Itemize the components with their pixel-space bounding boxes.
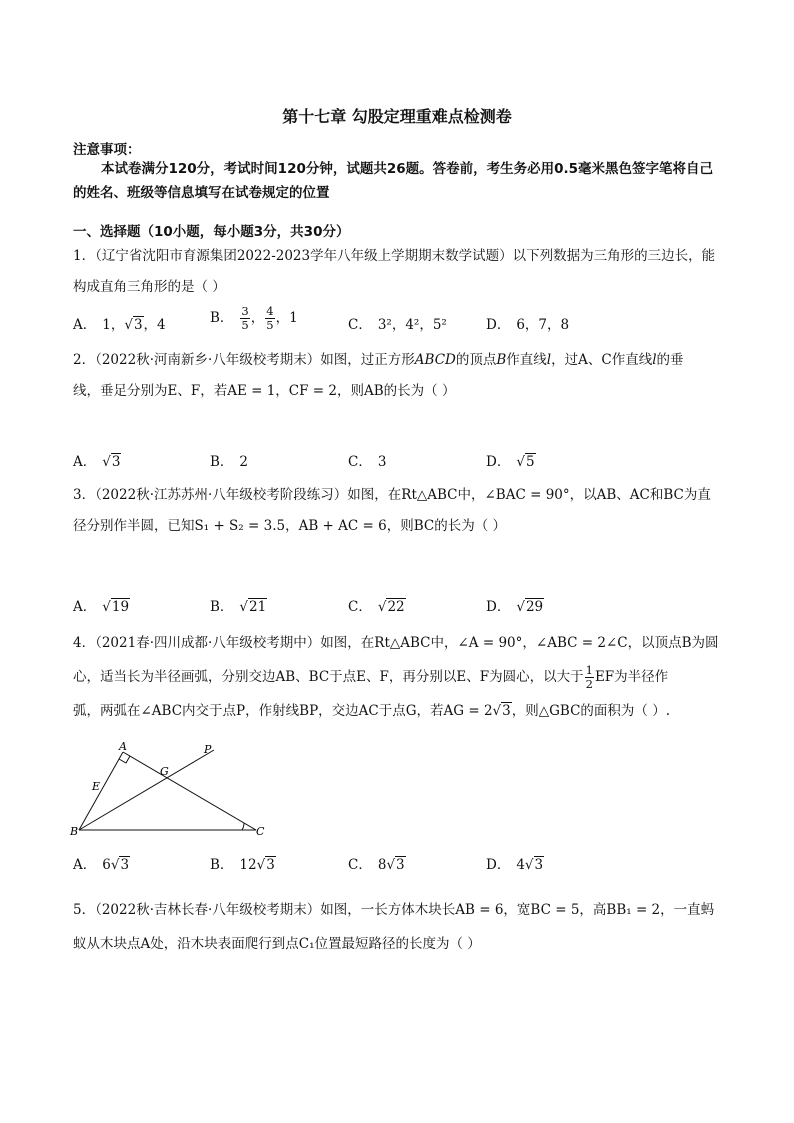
label-c: C	[256, 825, 265, 838]
option-c: C． 8√3	[348, 857, 405, 873]
option-d: D． √5	[486, 454, 535, 470]
label-a: A	[119, 740, 127, 753]
option-c: C． √22	[348, 599, 405, 615]
notice-label: 注意事项：	[73, 142, 141, 158]
question-2-line1: 2．（2022秋·河南新乡·八年级校考期末）如图，过正方形ABCD的顶点B作直线l，过A、C作直线l的垂	[73, 352, 684, 368]
question-2-line2: 线，垂足分别为E、F，若AE = 1，CF = 2，则AB的长为（ ）	[73, 383, 456, 399]
question-3-line1: 3．（2022秋·江苏苏州·八年级校考阶段练习）如图，在Rt△ABC中，∠BAC = 90°，以AB、AC和BC为直	[73, 487, 711, 503]
question-1-options	[73, 304, 725, 337]
label-g: G	[160, 765, 169, 778]
label-e: E	[92, 780, 101, 793]
option-a: A． 1，√3，4	[73, 317, 166, 333]
question-4	[73, 626, 725, 728]
option-a: A． √3	[73, 454, 121, 470]
label-p: P	[204, 743, 212, 756]
question-5	[73, 893, 725, 961]
question-1-line2: 构成直角三角形的是（ ）	[73, 279, 226, 295]
option-c: C． 3²，4²，5²	[348, 317, 447, 333]
option-c: C． 3	[348, 454, 387, 470]
option-b: B． 12√3	[210, 857, 275, 873]
option-b: B． 2	[210, 454, 249, 470]
question-4-options	[73, 853, 725, 877]
question-5-line2: 蚁从木块点A处，沿木块表面爬行到点C₁位置最短路径的长度为（ ）	[73, 936, 481, 952]
page-title: 第十七章 勾股定理重难点检测卷	[282, 107, 512, 126]
notice-body: 本试卷满分120分，考试时间120分钟，试题共26题。答卷前，考生务必用0.5毫米黑色签字笔将自己的姓名、班级等信息填写在试卷规定的位置	[73, 161, 714, 201]
question-5-line1: 5．（2022秋·吉林长春·八年级校考期末）如图，一长方体木块长AB = 6，宽BC = 5，高BB₁ = 2，一直蚂	[73, 902, 715, 918]
option-d: D． 4√3	[486, 857, 544, 873]
question-3-line2: 径分别作半圆，已知S₁ + S₂ = 3.5，AB + AC = 6，则BC的长为（ ）	[73, 518, 506, 534]
option-a: A． 6√3	[73, 857, 130, 873]
angle-c-arc	[242, 823, 244, 830]
question-2-options	[73, 450, 725, 474]
option-a: A． √19	[73, 599, 130, 615]
option-b: B． √21	[210, 599, 267, 615]
question-4-line2: 心，适当长为半径画弧，分别交边AB、BC于点E、F，再分别以E、F为圆心，以大于 $\frac{1}{2}$ EF为半径作	[73, 663, 669, 691]
question-1	[73, 241, 725, 303]
question-1-line1: 1．（辽宁省沈阳市育源集团2022-2023学年八年级上学期期末数学试题）以下列数据为三角形的三边长，能	[73, 248, 716, 264]
triangle-figure	[64, 740, 284, 840]
question-4-line3: 弧，两弧在∠ABC内交于点P，作射线BP，交边AC于点G，若AG = 2√3，则△GBC的面积为（ ）.	[73, 703, 670, 719]
section-heading: 一、选择题（10小题，每小题3分，共30分）	[73, 224, 350, 240]
question-3-options	[73, 595, 725, 619]
question-3	[73, 480, 725, 542]
option-b: B． $\frac{3}{5}$ ， $\frac{4}{5}$ ，1	[210, 304, 298, 332]
option-d: D． 6，7，8	[486, 317, 570, 333]
question-2	[73, 345, 725, 407]
side-ac	[123, 752, 256, 830]
side-ab	[79, 752, 123, 830]
label-b: B	[70, 825, 79, 838]
question-4-line1: 4．（2021春·四川成都·八年级校考期中）如图，在Rt△ABC中，∠A = 90°，∠ABC = 2∠C，以顶点B为圆	[73, 635, 719, 651]
option-d: D． √29	[486, 599, 544, 615]
